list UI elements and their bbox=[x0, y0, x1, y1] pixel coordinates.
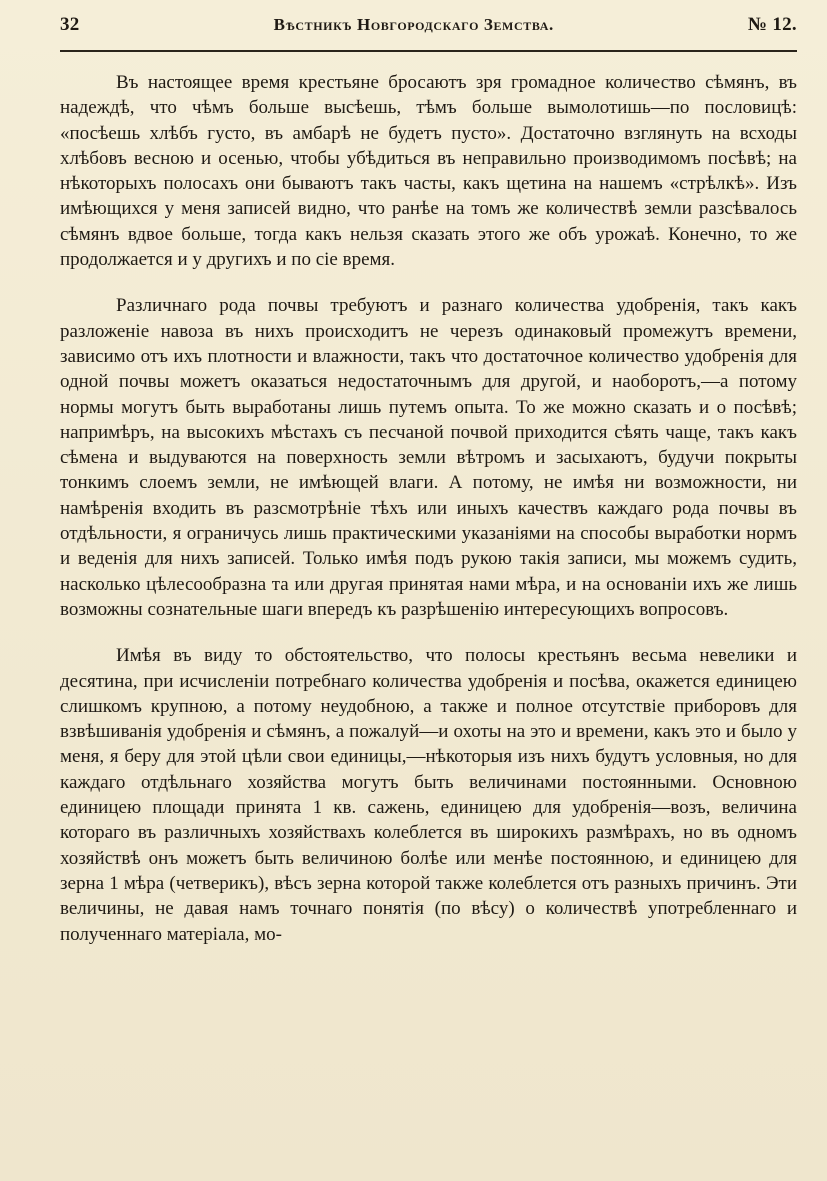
paragraph-1: Въ настоящее время крестьяне бросаютъ зря громадное количество сѣмянъ, въ надеждѣ, что чѣмъ больше высѣешь, тѣмъ больше вымолотишь—по пословицѣ: «посѣешь хлѣбъ густо, въ амбарѣ не будетъ пусто». Достаточно взглянуть на всходы хлѣбовъ весною и осенью, чтобы убѣдиться въ неправильно производимомъ посѣвѣ; на нѣкоторыхъ полосахъ они бываютъ такъ часты, какъ щетина на нашемъ «стрѣлкѣ». Изъ имѣющихся у меня записей видно, что ранѣе на томъ же количествѣ земли разсѣвалось сѣмянъ вдвое больше, тогда какъ нельзя сказать этого же объ урожаѣ. Конечно, то же продолжается и у другихъ и по сіе время. bbox=[60, 72, 797, 271]
issue-number: № 12. bbox=[747, 14, 797, 35]
article-body bbox=[60, 70, 797, 947]
journal-title: Вѣстникъ Новгородскаго Земства. bbox=[273, 15, 554, 34]
paragraph-3: Имѣя въ виду то обстоятельство, что полосы крестьянъ весьма невелики и десятина, при исчисленіи потребнаго количества удобренія и посѣва, окажется единицею слишкомъ крупною, а потому неудобною, а также и полное отсутствіе приборовъ для взвѣшиванія удобренія и сѣмянъ, а пожалуй—и охоты на это и времени, какъ это и было у меня, я беру для этой цѣли свои единицы,—нѣкоторыя изъ нихъ будутъ условныя, но для каждаго отдѣльнаго хозяйства могутъ быть величинами постоянными. Основною единицею площади принята 1 кв. сажень, единицею для удобренія—возъ, величина котораго въ различныхъ хозяйствахъ колеблется въ широкихъ размѣрахъ, но въ одномъ хозяйствѣ онъ можетъ быть величиною болѣе или менѣе постоянною, и единицею для зерна 1 мѣра (четверикъ), вѣсъ зерна которой также колеблется отъ разныхъ причинъ. Эти величины, не давая намъ точнаго понятія (по вѣсу) о количествѣ употребленнаго и полученнаго матеріала, мо- bbox=[60, 645, 797, 945]
running-header bbox=[60, 14, 797, 48]
paragraph-2: Различнаго рода почвы требуютъ и разнаго количества удобренія, такъ какъ разложеніе навоза въ нихъ происходитъ не черезъ одинаковый промежутъ времени, зависимо отъ ихъ плотности и влажности, такъ что достаточное количество удобренія для одной почвы можетъ оказаться недостаточнымъ для другой, и наоборотъ,—а потому нормы могутъ быть выработаны лишь путемъ опыта. То же можно сказать и о посѣвѣ; напримѣръ, на высокихъ мѣстахъ съ песчаной почвой приходится сѣять чаще, такъ какъ сѣмена и выдуваются на поверхность земли вѣтромъ и засыхаютъ, будучи покрыты тонкимъ слоемъ земли, не имѣющей влаги. А потому, не имѣя ни возможности, ни намѣренія входить въ разсмотрѣніе тѣхъ или иныхъ качествъ каждаго рода почвы въ отдѣльности, я ограничусь лишь практическими указаніями на способы выработки нормъ и веденія для нихъ записей. Только имѣя подъ рукою такія записи, мы можемъ судить, насколько цѣлесообразна та или другая принятая нами мѣра, и на основаніи ихъ же лишь возможны сознательные шаги впередъ къ разрѣшенію интересующихъ вопросовъ. bbox=[60, 295, 797, 620]
page-number: 32 bbox=[60, 14, 80, 35]
header-rule bbox=[60, 50, 797, 52]
